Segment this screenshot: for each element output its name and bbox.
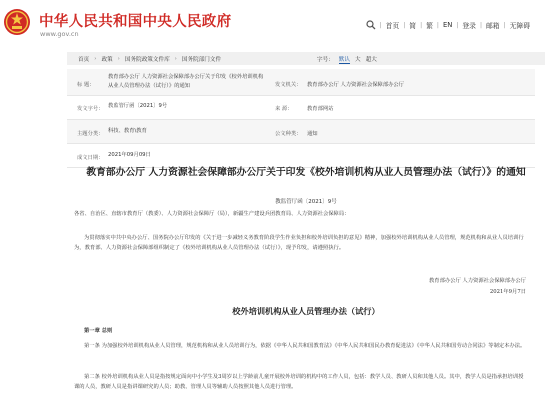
document-title: 教育部办公厅 人力资源社会保障部办公厅关于印发《校外培训机构从业人员管理办法（试行）》的通知	[86, 167, 526, 178]
meta-docno-label: 发文字号：	[77, 106, 104, 112]
meta-source-value: 教育部网站	[307, 106, 334, 112]
nav-accessibility[interactable]: 无障碍	[509, 22, 530, 30]
meta-row-topic	[67, 120, 535, 144]
breadcrumb-policy[interactable]: 政策	[101, 57, 113, 63]
font-size-default[interactable]: 默认	[338, 57, 350, 63]
nav-divider: |	[456, 21, 459, 29]
article-one: 第一条 为加强校外培训机构从业人员管理，规范机构和从业人员培训行为，依据《中华人民共和国教育法》《中华人民共和国民办教育促进法》《中华人民共和国劳动合同法》等制定本办法。	[84, 343, 526, 349]
nav-english[interactable]: EN	[442, 21, 453, 29]
meta-issuer-value: 教育部办公厅 人力资源社会保障部办公厅	[307, 82, 405, 88]
meta-source-label: 来 源：	[275, 106, 293, 112]
metadata-table	[67, 69, 535, 168]
document-signer: 教育部办公厅 人力资源社会保障部办公厅	[428, 278, 526, 284]
nav-traditional[interactable]: 繁	[426, 22, 433, 30]
font-size-xlarge[interactable]: 超大	[365, 57, 377, 63]
document-body-paragraph: 为贯彻落实中共中央办公厅、国务院办公厅印发的《关于进一步减轻义务教育阶段学生作业负担和校外培训负担的意见》精神，加强校外培训机构从业人员管理，规范机构和从业人员培训行为，教育部、人力资源社会保障部组织制定了《校外培训机构从业人员管理办法（试行）》，现予印发，请遵照执行。	[74, 235, 524, 251]
font-size-label: 字号：	[317, 57, 334, 63]
chevron-right-icon: ›	[94, 56, 97, 62]
site-title[interactable]: 中华人民共和国中央人民政府	[39, 13, 232, 30]
breadcrumb	[78, 55, 221, 63]
meta-docno-value: 教监管厅函〔2021〕9号	[108, 103, 168, 109]
breadcrumb-policy-library[interactable]: 国务院政策文件库	[124, 57, 170, 63]
meta-date-label: 成文日期：	[77, 155, 104, 161]
document-salutation: 各省、自治区、直辖市教育厅（教委）、人力资源社会保障厅（局），新疆生产建设兵团教育局、人力资源社会保障局：	[74, 211, 350, 217]
site-header	[0, 0, 545, 44]
meta-row-docno	[67, 96, 535, 120]
breadcrumb-department-files[interactable]: 国务院部门文件	[181, 57, 222, 63]
document-subtitle: 校外培训机构从业人员管理办法（试行）	[232, 306, 380, 316]
meta-topic-label: 主题分类：	[77, 131, 104, 137]
site-url: www.gov.cn	[40, 30, 79, 38]
meta-title-label: 标 题：	[77, 82, 95, 88]
chevron-right-icon: ›	[117, 56, 120, 62]
article-two: 第二条 校外培训机构从业人员是指按规定面向中小学生及3周岁以上学龄前儿童开展校外培训的机构中的工作人员，包括：教学人员、教研人员和其他人员。其中，教学人员是指承担培训授课的人员，教研人员是指讲课研究的人员；助教、管理人员等辅助人员按照其他人员进行管理。	[74, 374, 524, 390]
document-sign-date: 2021年9月7日	[489, 289, 526, 295]
meta-title-value: 教育部办公厅 人力资源社会保障部办公厅关于印发《校外培训机构从业人员管理办法（试行）》的通知	[108, 74, 264, 89]
national-emblem-icon[interactable]	[3, 8, 31, 36]
nav-divider: |	[420, 21, 423, 29]
breadcrumb-bar	[67, 52, 545, 65]
meta-date-value: 2021年09月09日	[108, 152, 151, 158]
meta-row-title	[67, 69, 535, 96]
nav-divider: |	[503, 21, 506, 29]
nav-divider: |	[479, 21, 482, 29]
meta-type-label: 公文种类：	[275, 131, 302, 137]
meta-issuer-label: 发文机关：	[275, 82, 302, 88]
nav-mail[interactable]: 邮箱	[485, 22, 500, 30]
meta-row-date	[67, 144, 535, 168]
nav-divider: |	[403, 21, 406, 29]
chapter-heading: 第一章 总则	[84, 328, 113, 334]
top-nav	[366, 20, 534, 30]
breadcrumb-home[interactable]: 首页	[78, 57, 90, 63]
font-size-large[interactable]: 大	[355, 57, 361, 63]
meta-topic-value: 科技、教育\教育	[108, 128, 147, 134]
nav-login[interactable]: 登录	[462, 22, 476, 30]
nav-home[interactable]: 首页	[385, 22, 400, 30]
nav-divider: |	[379, 21, 382, 29]
nav-divider: |	[436, 21, 439, 29]
font-size-control	[317, 55, 377, 64]
nav-simplified[interactable]: 简	[409, 22, 417, 30]
document-number: 教监管厅函〔2021〕9号	[275, 199, 337, 205]
search-icon[interactable]	[366, 20, 376, 30]
meta-type-value: 通知	[307, 131, 318, 137]
chevron-right-icon: ›	[174, 56, 177, 62]
